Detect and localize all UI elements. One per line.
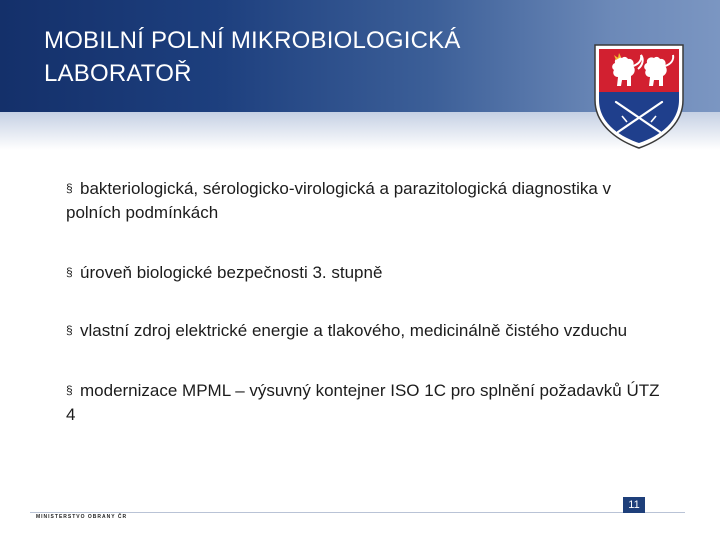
- bullet-marker: §: [66, 181, 73, 195]
- footer-divider: [30, 512, 685, 513]
- bullet-text: úroveň biologické bezpečnosti 3. stupně: [80, 263, 383, 282]
- bullet-item: [66, 176, 666, 225]
- bullet-text: bakteriologická, sérologicko-virologická a parazitologická diagnostika v polních podmínkách: [66, 179, 612, 222]
- bullet-text: vlastní zdroj elektrické energie a tlakového, medicinálně čistého vzduchu: [80, 321, 628, 340]
- bullet-item: [66, 378, 666, 427]
- bullet-marker: §: [66, 265, 73, 279]
- bullet-list: [66, 176, 666, 462]
- bullet-marker: §: [66, 383, 73, 397]
- czech-army-emblem-icon: [592, 42, 686, 150]
- bullet-item: [66, 260, 666, 285]
- page-number-badge: 11: [623, 497, 645, 513]
- bullet-text: modernizace MPML – výsuvný kontejner ISO 1C pro splnění požadavků ÚTZ 4: [66, 381, 660, 424]
- ministry-label: MINISTERSTVO OBRANY ČR: [36, 514, 128, 520]
- bullet-marker: §: [66, 323, 73, 337]
- bullet-item: [66, 318, 666, 343]
- slide-title: MOBILNÍ POLNÍ MIKROBIOLOGICKÁ LABORATOŘ: [44, 27, 461, 87]
